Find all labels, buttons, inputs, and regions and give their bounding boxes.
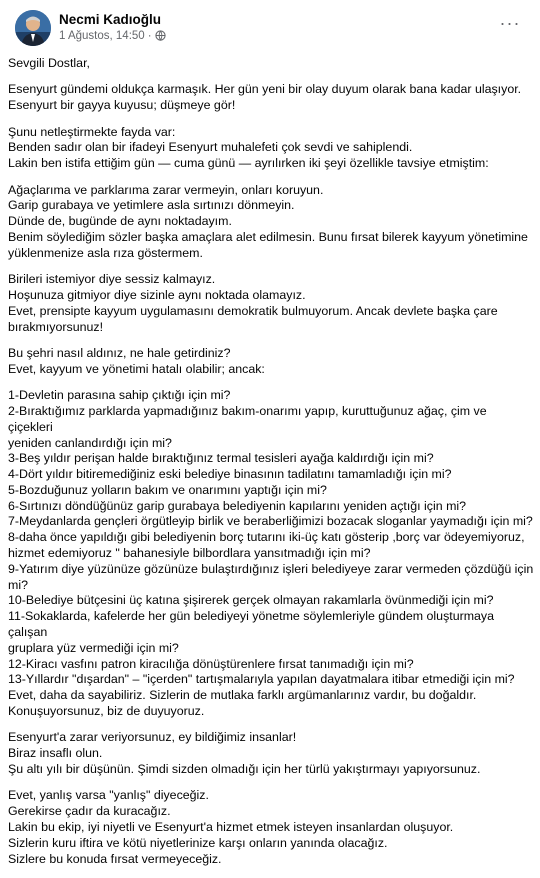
more-options-button[interactable]: ···: [499, 13, 521, 33]
globe-icon[interactable]: [155, 30, 166, 44]
paragraph: 1-Devletin parasına sahip çıktığı için mi? 2-Bıraktığımız parklarda yapmadığınız bakım-onarımı yapıp, kuruttuğunuz ağaç, çim ve çiçekleri yeniden canlandırdığı için mi? 3-Beş yıldır perişan halde bıraktığınız termal tesisleri ayağa kaldırdığı için mi? 4-Dört yıldır bitiremediğiniz eski belediye binasının tadilatını tamamladığı için mi? 5-Bozduğunuz yolların bakım ve onarımını yaptığı için mi? 6-Sırtınızı döndüğünüz garip gurabaya belediyenin kapılarını yeniden açtığı için mi? 7-Meydanlarda gençleri örgütleyip birlik ve beraberliğimizi bozacak sloganlar yaymadığı için mi? 8-daha önce yapıldığı gibi belediyenin borç tutarını iki-üç katı gösterip ,borç var ödeyemiyoruz, hizmet edemiyoruz " bahanesiyle bilbordlara yansıtmadığı için mi? 9-Yatırım diye yüzünüze gözünüze bulaştırdığınız işleri belediyeye zarar vermeden çözdüğü için mi? 10-Belediye bütçesini üç katına şişirerek gerçek olmayan rakamlarla övünmediği için mi? 11-Sokaklarda, kafelerde her gün belediyeyi yönetme söylemleriyle gündem oluşturmaya çalışan gruplara yüz vermediği için mi? 12-Kiracı vasfını patron kiracılığa dönüştürenlere fırsat tanımadığı için mi? 13-Yıllardır "dışardan" – "içerden" tartışmalarıyla yapılan dayatmalara itibar etmediği için mi? Evet, daha da sayabiliriz. Sizlerin de mutlaka farklı argümanlarınız vardır, bu doğaldır. Konuşuyorsunuz, biz de duyuyoruz.: [8, 388, 534, 719]
paragraph: Esenyurt gündemi oldukça karmaşık. Her gün yeni bir olay duyum olarak bana kadar ulaşıyor. Esenyurt bir gayya kuyusu; düşmeye gör!: [8, 82, 522, 113]
paragraph: Birileri istemiyor diye sessiz kalmayız. Hoşunuza gitmiyor diye sizinle aynı noktada olamayız. Evet, prensipte kayyum uygulamasını demokratik bulmuyorum. Ancak devlete başka çare bırakmıyorsunuz!: [8, 272, 498, 334]
paragraph: Bu şehri nasıl aldınız, ne hale getirdiniz? Evet, kayyum ve yönetimi hatalı olabilir; ancak:: [8, 345, 265, 376]
paragraph: Şunu netleştirmekte fayda var: Benden sadır olan bir ifadeyi Esenyurt muhalefeti çok sevdi ve sahiplendi. Lakin ben istifa ettiğim gün — cuma günü — ayrılırken iki şeyi özellikle tavsiye etmiştim:: [8, 124, 489, 171]
author-avatar[interactable]: [15, 10, 51, 46]
post-header: [15, 10, 525, 46]
post-date[interactable]: 1 Ağustos, 14:50: [59, 30, 145, 42]
paragraph: Esenyurt'a zarar veriyorsunuz, ey bildiğimiz insanlar! Biraz insaflı olun. Şu altı yılı bir düşünün. Şimdi sizden olmadığı için her türlü yakıştırmayı yapıyorsunuz.: [8, 730, 481, 777]
meta-separator: ·: [147, 30, 152, 42]
profile-photo-icon: [15, 10, 51, 46]
paragraph: Sevgili Dostlar,: [8, 56, 90, 70]
author-name[interactable]: Necmi Kadıoğlu: [59, 12, 162, 27]
post-content: [8, 56, 534, 878]
paragraph: Evet, yanlış varsa "yanlış" diyeceğiz. Gerekirse çadır da kuracağız. Lakin bu ekip, iyi niyetli ve Esenyurt'a hizmet etmek isteyen insanlardan oluşuyor. Sizlerin kuru iftira ve kötü niyetlerinize karşı onların yanında olacağız. Sizlere bu konuda fırsat vermeyeceğiz.: [8, 788, 454, 866]
post-meta: [59, 30, 166, 44]
paragraph: Ağaçlarıma ve parklarıma zarar vermeyin, onları koruyun. Garip gurabaya ve yetimlere asla sırtınızı dönmeyin. Dünde de, bugünde de aynı noktadayım. Benim söylediğim sözler başka amaçlara alet edilmesin. Bunu fırsat bilerek kayyum yönetimine yüklenmenize asla rıza göstermem.: [8, 182, 528, 260]
